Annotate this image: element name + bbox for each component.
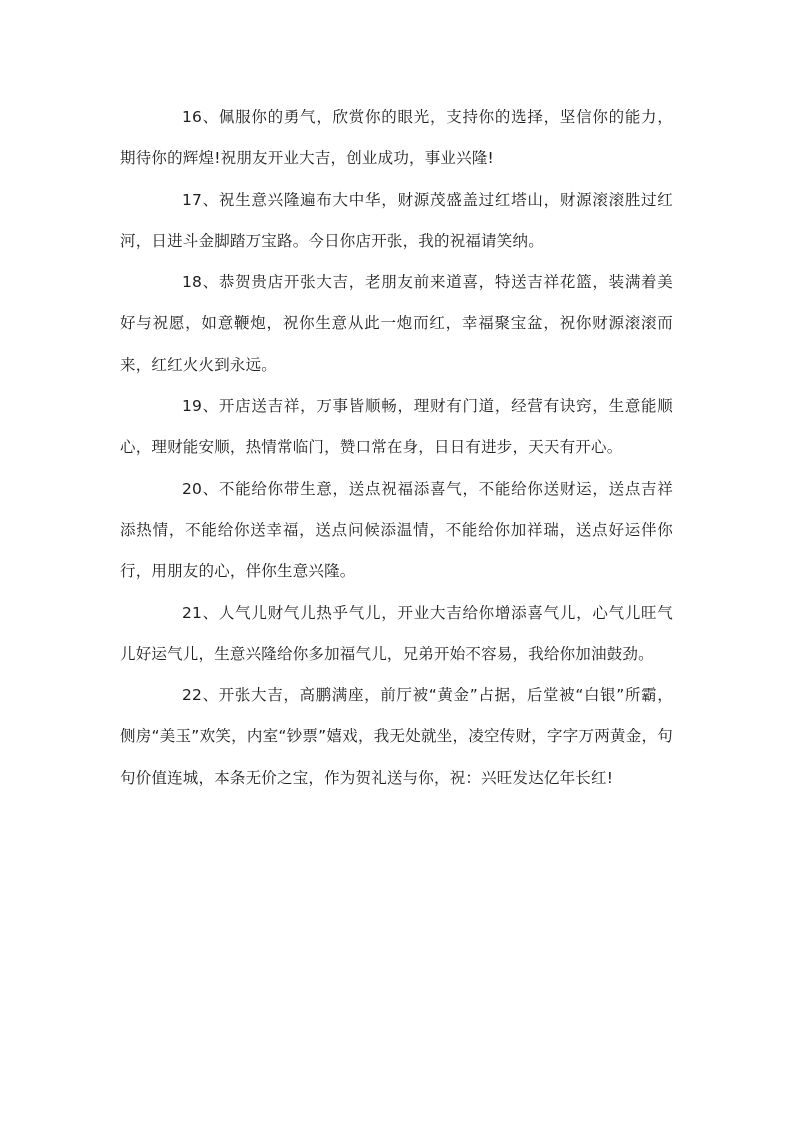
paragraph-20: 20、不能给你带生意，送点祝福添喜气，不能给你送财运，送点吉祥添热情，不能给你送幸福，送点问候添温情，不能给你加祥瑞，送点好运伴你行，用朋友的心，伴你生意兴隆。 (120, 479, 673, 581)
paragraph-19: 19、开店送吉祥，万事皆顺畅，理财有门道，经营有诀窍，生意能顺心，理财能安顺，热情常临门，赞口常在身，日日有进步，天天有开心。 (120, 397, 673, 457)
document-body (120, 97, 673, 799)
paragraph-17: 17、祝生意兴隆遍布大中华，财源茂盛盖过红塔山，财源滚滚胜过红河，日进斗金脚踏万宝路。今日你店开张，我的祝福请笑纳。 (120, 190, 673, 250)
paragraph-21: 21、人气儿财气儿热乎气儿，开业大吉给你增添喜气儿，心气儿旺气儿好运气儿，生意兴隆给你多加福气儿，兄弟开始不容易，我给你加油鼓劲。 (120, 603, 673, 663)
paragraph-22: 22、开张大吉，高鹏满座，前厅被“黄金”占据，后堂被“白银”所霸，侧房“美玉”欢笑，内室“钞票”嬉戏，我无处就坐，凌空传财，字字万两黄金，句句价值连城，本条无价之宝，作为贺礼送与你，祝：兴旺发达亿年长红! (120, 686, 673, 787)
paragraph-16: 16、佩服你的勇气，欣赏你的眼光，支持你的选择，坚信你的能力，期待你的辉煌!祝朋友开业大吉，创业成功，事业兴隆! (120, 108, 673, 168)
paragraph-18: 18、恭贺贵店开张大吉，老朋友前来道喜，特送吉祥花篮，装满着美好与祝愿，如意鞭炮，祝你生意从此一炮而红，幸福聚宝盆，祝你财源滚滚而来，红红火火到永远。 (120, 273, 673, 374)
